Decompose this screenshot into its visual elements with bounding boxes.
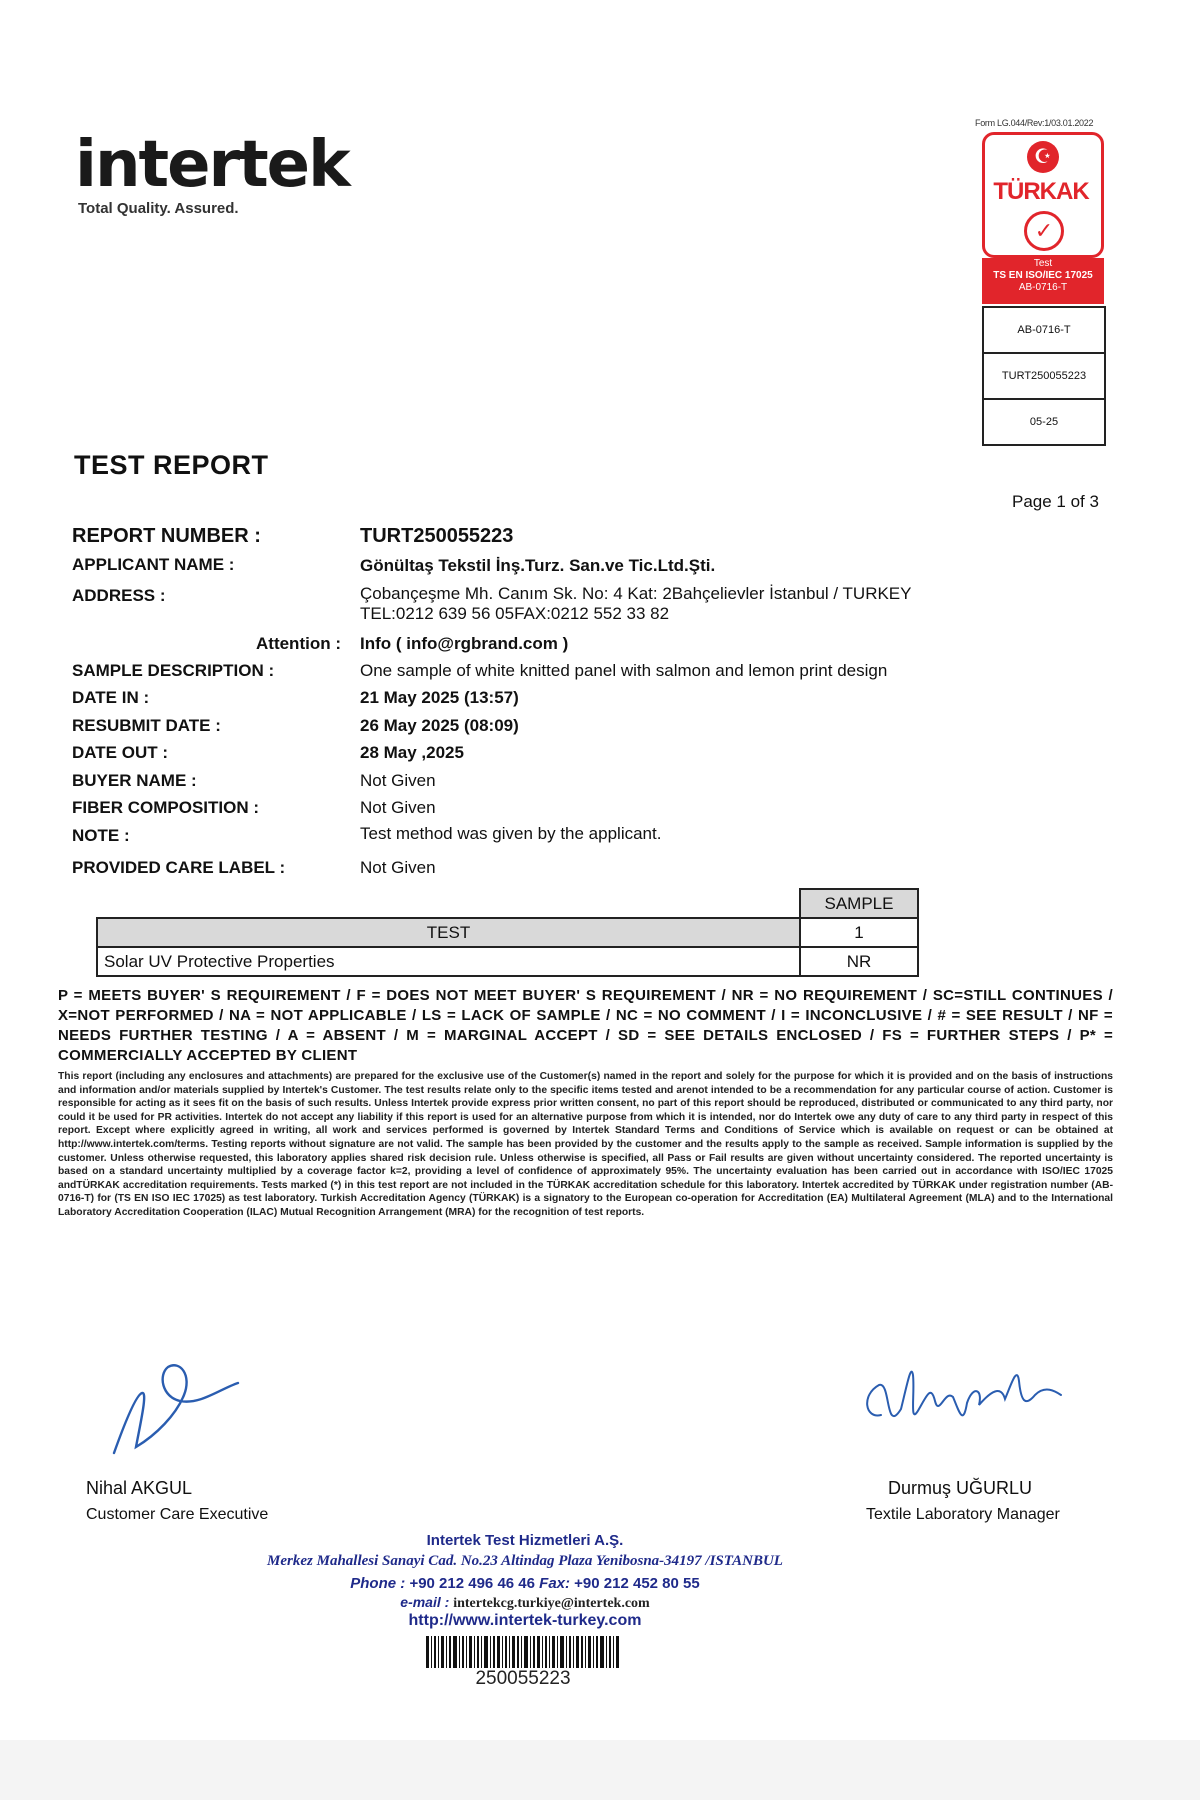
test-header: TEST <box>97 918 800 947</box>
attention-label: Attention : <box>256 634 341 653</box>
footer-website-link[interactable]: http://www.intertek-turkey.com <box>408 1612 642 1629</box>
address-label: ADDRESS : <box>72 586 166 605</box>
left-signatory-name: Nihal AKGUL <box>86 1478 193 1498</box>
applicant-value: Gönültaş Tekstil İnş.Turz. San.ve Tic.Ltd.Şti. <box>360 556 716 575</box>
buyer-name-label: BUYER NAME : <box>72 771 197 790</box>
date-in-value: 21 May 2025 (13:57) <box>360 688 519 707</box>
address-line-2: TEL:0212 639 56 05FAX:0212 552 33 82 <box>360 604 670 623</box>
care-label-value: Not Given <box>360 858 436 877</box>
table-row <box>97 947 918 976</box>
results-table <box>96 888 919 977</box>
page-number: Page 1 of 3 <box>1012 492 1099 511</box>
sample-header: SAMPLE <box>800 889 918 918</box>
fax-label: Fax: <box>539 1575 570 1592</box>
footer-address: Merkez Mahallesi Sanayi Cad. No.23 Altindag Plaza Yenibosna-34197 /ISTANBUL <box>267 1553 783 1569</box>
sample-number: 1 <box>800 918 918 947</box>
resubmit-date-label: RESUBMIT DATE : <box>72 716 221 735</box>
date-code-box: 05-25 <box>982 398 1106 446</box>
accreditation-number-box: AB-0716-T <box>982 306 1106 354</box>
footer-email <box>0 1594 1050 1612</box>
disclaimer-text: This report (including any enclosures and attachments) are prepared for the exclusive use of the Customer(s) named in the report and solely for the purpose for which it is provided and on the basis of instructions and information and/or materials supplied by Intertek's Customer. The test results relate only to the specific items tested and arenot intended to be a recommendation for any particular course of action. Customer is responsible for acting as it sees fit on the basis of such results. Unless Intertek provide express prior written consent, no part of this report should be reproduced, distributed or communicated to any third party, nor could it be used for PR activities. Intertek do not accept any liability if this report is used for an alternative purpose from which it is intended, nor do Intertek owe any duty of care to any third party in respect of this report. Except where explicitly agreed in writing, all work and services performed is governed by Intertek Standard Terms and Conditions of Service which is available on request or can be obtained at http://www.intertek.com/terms. Testing reports without signature are not valid. The sample has been provided by the customer and the results apply to the sample as received. Sample information is supplied by the customer. Unless otherwise requested, this laboratory applies shared risk decision rule. Unless otherwise is specified, all Pass or Fail results are given without uncertainty considered. The reported uncertainty is based on a standard uncertainty multiplied by a coverage factor k=2, providing a level of confidence of approximately 95%. The uncertainty evaluation has been carried out in accordance with ISO/IEC 17025 andTÜRKAK accreditation requirements. Tests marked (*) in this test report are not included in the TÜRKAK accreditation schedule for this laboratory. Intertek accredited by TÜRKAK under registration number (AB-0716-T) for (TS EN ISO IEC 17025) as test laboratory. Turkish Accreditation Agency (TÜRKAK) is a signatory to the European co-operation for Accreditation (EA) Multilateral Agreement (MLA) and to the International Laboratory Accreditation Cooperation (ILAC) Mutual Recognition Arrangement (MRA) for the recognition of test reports. <box>58 1071 1113 1218</box>
right-signatory-role: Textile Laboratory Manager <box>866 1506 1060 1523</box>
email-value: intertekcg.turkiye@intertek.com <box>453 1596 650 1611</box>
date-in-label: DATE IN : <box>72 688 150 707</box>
date-out-label: DATE OUT : <box>72 743 169 762</box>
fax-value: +90 212 452 80 55 <box>574 1575 700 1592</box>
table-header-row <box>97 918 918 947</box>
note-label: NOTE : <box>72 826 130 845</box>
phone-value: +90 212 496 46 46 <box>409 1575 535 1592</box>
intertek-logo: intertek <box>75 128 349 202</box>
footer-contact <box>0 1575 1050 1592</box>
date-out-value: 28 May ,2025 <box>360 743 464 762</box>
left-signatory-role: Customer Care Executive <box>86 1506 269 1523</box>
crescent-star-icon: ☪ <box>1027 141 1059 173</box>
sample-description-label: SAMPLE DESCRIPTION : <box>72 661 275 680</box>
footer-company: Intertek Test Hizmetleri A.Ş. <box>426 1532 624 1549</box>
test-name-cell: Solar UV Protective Properties <box>97 947 800 976</box>
turkak-word: TÜRKAK <box>993 178 1089 205</box>
care-label-label: PROVIDED CARE LABEL : <box>72 858 286 877</box>
resubmit-date-value: 26 May 2025 (08:09) <box>360 716 519 735</box>
fiber-composition-label: FIBER COMPOSITION : <box>72 798 259 817</box>
band-line: AB-0716-T <box>1018 282 1068 293</box>
form-reference: Form LG.044/Rev:1/03.01.2022 <box>975 118 1094 128</box>
buyer-name-value: Not Given <box>360 771 436 790</box>
page-title: TEST REPORT <box>74 450 269 480</box>
phone-label: Phone : <box>350 1575 406 1592</box>
attention-value: Info ( info@rgbrand.com ) <box>360 634 569 653</box>
email-label: e-mail : <box>400 1594 450 1610</box>
band-line: TS EN ISO/IEC 17025 <box>993 270 1093 281</box>
result-cell: NR <box>800 947 918 976</box>
right-signatory-name: Durmuş UĞURLU <box>888 1478 1033 1498</box>
barcode-image <box>426 1636 620 1668</box>
band-line: Test <box>1033 258 1053 269</box>
barcode-number: 250055223 <box>475 1668 571 1689</box>
table-header-row <box>97 889 918 918</box>
address-line-1: Çobançeşme Mh. Canım Sk. No: 4 Kat: 2Bahçelievler İstanbul / TURKEY <box>360 584 912 603</box>
sample-description-value: One sample of white knitted panel with salmon and lemon print design <box>360 661 888 680</box>
report-number-box: TURT250055223 <box>982 352 1106 400</box>
logo-tagline: Total Quality. Assured. <box>78 200 239 217</box>
page-bottom-margin <box>0 1740 1200 1800</box>
left-signature-image <box>100 1355 250 1465</box>
right-signature-image <box>855 1355 1070 1450</box>
report-number-label: REPORT NUMBER : <box>72 525 261 547</box>
result-legend: P = MEETS BUYER' S REQUIREMENT / F = DOES NOT MEET BUYER' S REQUIREMENT / NR = NO REQUIREMENT / SC=STILL CONTINUES / X=NOT PERFORMED / NA = NOT APPLICABLE / LS = LACK OF SAMPLE / NC = NO COMMENT / I = INCONCLUSIVE / # = SEE RESULT / NF = NEEDS FURTHER TESTING / A = ABSENT / M = MARGINAL ACCEPT / SD = SEE DETAILS ENCLOSED / FS = FURTHER STEPS / P* = COMMERCIALLY ACCEPTED BY CLIENT <box>58 987 1113 1064</box>
report-number-value: TURT250055223 <box>360 525 514 547</box>
checkmark-icon: ✓ <box>1024 211 1064 251</box>
applicant-label: APPLICANT NAME : <box>72 555 235 574</box>
table-spacer-cell <box>97 889 800 918</box>
fiber-composition-value: Not Given <box>360 798 436 817</box>
note-value: Test method was given by the applicant. <box>360 824 662 843</box>
accreditation-band <box>982 258 1104 304</box>
